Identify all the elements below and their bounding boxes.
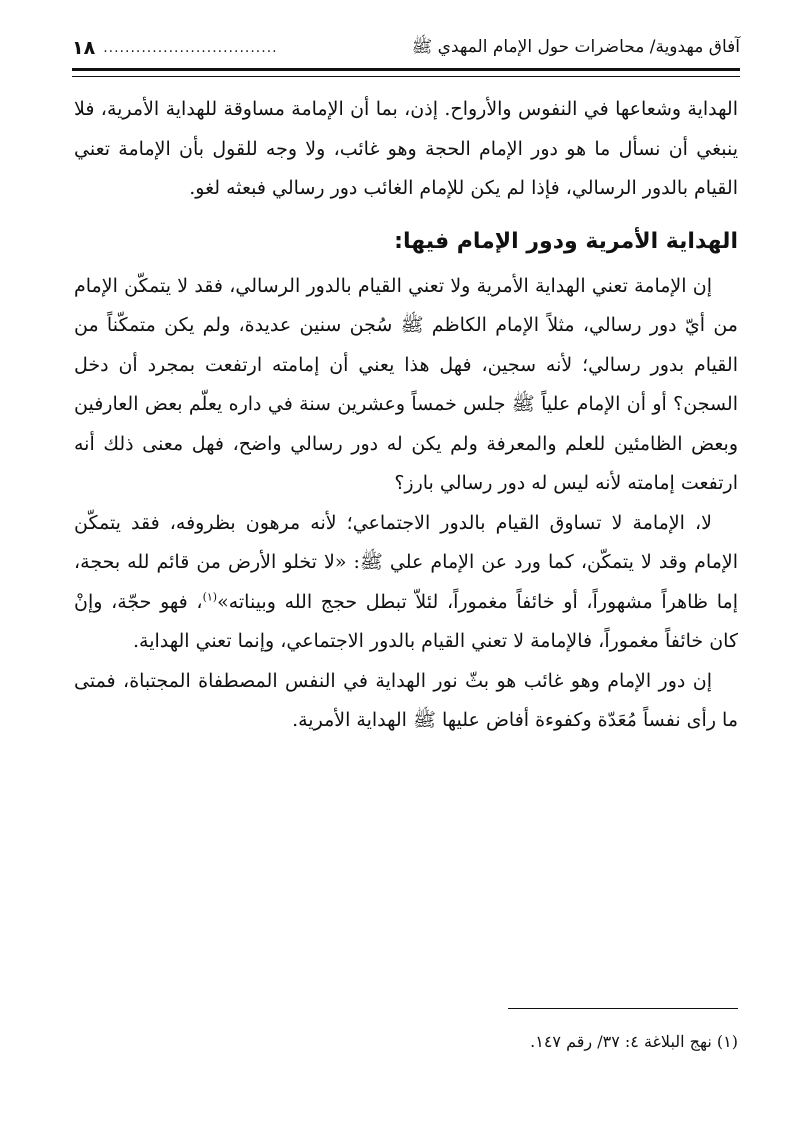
header-rule-thick [72, 68, 740, 71]
quote-continuation: ، فهو حجّة، وإنْ كان خائفاً مغموراً، فالإمامة لا تعني القيام بالدور الاجتماعي، وإنما تعني الهداية. [74, 590, 738, 652]
main-text [74, 90, 738, 741]
footnote-separator [508, 1008, 738, 1009]
footnote-reference[interactable]: (١) [202, 590, 218, 604]
quote-text: لا، الإمامة لا تساوق القيام بالدور الاجتماعي؛ لأنه مرهون بظروفه، فقد يتمكّن الإمام وقد لا يتمكّن، كما ورد عن الإمام علي ﷺ: «لا تخلو الأرض من قائم لله بحجة، إما ظاهراً مشهوراً، أو خائفاً مغموراً، لئلاّ تبطل حجج الله وبيناته» [74, 511, 738, 613]
paragraph [74, 504, 738, 662]
leader-dots: ................................ [103, 40, 278, 56]
page-header [72, 30, 740, 66]
running-title: آفاق مهدوية/ محاضرات حول الإمام المهدي ﷺ [411, 36, 740, 57]
page-number: ١٨ [72, 37, 96, 59]
paragraph: إن دور الإمام وهو غائب هو بثّ نور الهداية في النفس المصطفاة المجتباة، فمتى ما رأى نفساً مُعَدّة وكفوءة أفاض عليها ﷺ الهداية الأمرية. [74, 669, 738, 731]
paragraph: الهداية وشعاعها في النفوس والأرواح. إذن، بما أن الإمامة مساوقة للهداية الأمرية، فلا ينبغي أن نسأل ما هو دور الإمام الحجة وهو غائب، ولا وجه للقول بأن الإمامة تعني القيام بالدور الرسالي، فإذا لم يكن للإمام الغائب دور رسالي فبعثه لغو. [74, 98, 738, 199]
header-rule-thin [72, 76, 740, 77]
paragraph: إن الإمامة تعني الهداية الأمرية ولا تعني القيام بالدور الرسالي، فقد لا يتمكّن الإمام من أيّ دور رسالي، مثلاً الإمام الكاظم ﷺ سُجن سنين عديدة، ولم يكن متمكّناً من القيام بدور رسالي؛ لأنه سجين، فهل هذا يعني أن إمامته ارتفعت بمجرد أن دخل السجن؟ أو أن الإمام علياً ﷺ جلس خمساً وعشرين سنة في داره يعلّم بعض العارفين وبعض الظامئين للعلم والمعرفة ولم يكن له دور رسالي واضح، فهل معنى ذلك أنه ارتفعت إمامته لأنه ليس له دور رسالي بارز؟ [74, 274, 738, 494]
section-heading: الهداية الأمرية ودور الإمام فيها: [394, 228, 738, 254]
header-page-info [72, 37, 278, 59]
footnote: (١) نهج البلاغة ٤: ٣٧/ رقم ١٤٧. [530, 1032, 738, 1051]
